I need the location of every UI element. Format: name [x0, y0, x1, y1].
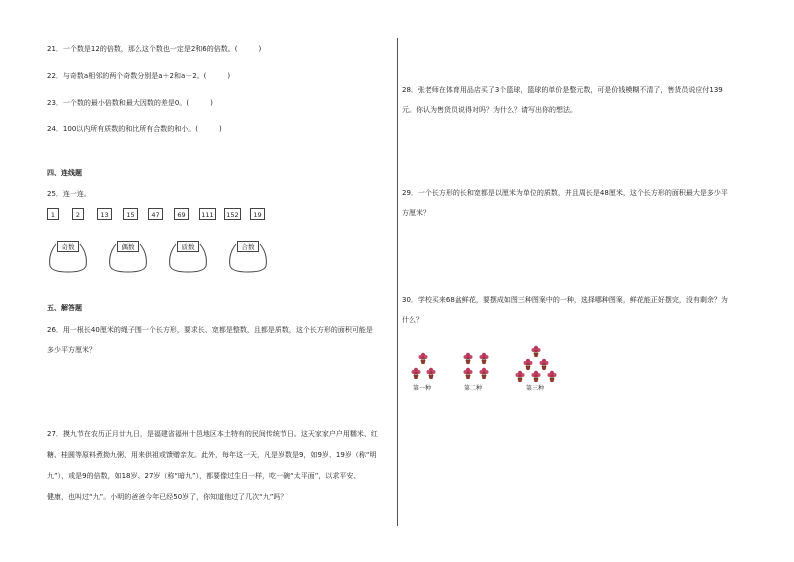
question-21: 21．一个数是12的倍数，那么这个数也一定是2和6的倍数。( )	[47, 45, 262, 53]
flower-pot-icon	[531, 370, 541, 382]
question-25: 25．连一连。	[47, 190, 91, 198]
question-30-line-1: 30．学校买来68盆鲜花，要摆成如图三种图案中的一种，选择哪种图案，鲜花能正好摆完，没有剩余？为	[402, 296, 728, 304]
flower-pot-icon	[523, 358, 533, 370]
flower-pot-icon	[539, 358, 549, 370]
bag-label-prime: 质数	[177, 241, 199, 252]
question-27-line-1: 27．摸九节在农历正月廿九日，是福建省福州十邑地区本土特有的民间传统节日。这天家家户户用糯米、红	[47, 430, 378, 438]
question-22: 22．与奇数a相邻的两个奇数分别是a＋2和a－2。( )	[47, 72, 231, 80]
pattern-3-label: 第三种	[526, 385, 545, 392]
number-box: 152	[224, 208, 241, 220]
flower-pot-icon	[531, 345, 541, 357]
number-box: 2	[72, 208, 84, 220]
question-26-line-2: 多少平方厘米？	[47, 346, 96, 354]
question-28-line-1: 28．张老师在体育用品店买了3个篮球，篮球的单价是整元数，可是价钱模糊不清了，售货员说应付139	[402, 86, 723, 94]
number-box: 47	[148, 208, 163, 220]
number-box: 19	[250, 208, 265, 220]
number-box: 69	[174, 208, 189, 220]
flower-pot-icon	[515, 370, 525, 382]
section-5-heading: 五、解答题	[47, 304, 82, 312]
flower-pot-icon	[479, 367, 489, 379]
flower-pot-icon	[463, 352, 473, 364]
bag-label-composite: 合数	[237, 241, 259, 252]
number-box: 111	[199, 208, 216, 220]
bag-label-odd: 奇数	[57, 241, 79, 252]
column-divider	[397, 38, 398, 526]
question-30-line-2: 什么？	[402, 316, 423, 324]
flower-pot-icon	[463, 367, 473, 379]
pattern-2-label: 第二种	[464, 385, 483, 392]
number-box: 1	[47, 208, 59, 220]
section-4-heading: 四、连线题	[47, 169, 82, 177]
question-24: 24．100以内所有质数的和比所有合数的和小。( )	[47, 125, 222, 133]
question-28-line-2: 元。你认为售货员说得对吗？为什么？请写出你的想法。	[402, 106, 577, 114]
number-box: 13	[97, 208, 112, 220]
question-27-line-3: 九”），或是9的倍数，如18岁、27岁（称“暗九”），都要像过生日一样，吃一碗“太平面”，以求平安、	[47, 472, 361, 480]
question-26-line-1: 26．用一根长40厘米的绳子围一个长方形，要求长、宽都是整数，且都是质数，这个长方形的面积可能是	[47, 326, 373, 334]
flower-pot-icon	[411, 367, 421, 379]
question-29-line-2: 方厘米？	[402, 209, 430, 217]
flower-pot-icon	[479, 352, 489, 364]
pattern-1-label: 第一种	[413, 385, 432, 392]
question-27-line-4: 健康，也叫过“九”。小明的爸爸今年已经50岁了，你知道他过了几次“九”吗？	[47, 493, 288, 501]
flower-pot-icon	[426, 367, 436, 379]
question-23: 23．一个数的最小倍数和最大因数的差是0。( )	[47, 99, 213, 107]
question-27-line-2: 糖、桂圆等原料煮拗九粥，用来供祖或馈赠亲友。此外，每年这一天，凡是岁数是9，如9岁、19岁（称“明	[47, 451, 377, 459]
bag-label-even: 偶数	[117, 241, 139, 252]
question-29-line-1: 29．一个长方形的长和宽都是以厘米为单位的质数，并且周长是48厘米，这个长方形的面积最大是多少平	[402, 189, 728, 197]
flower-pot-icon	[547, 370, 557, 382]
number-box: 15	[123, 208, 138, 220]
flower-pot-icon	[418, 352, 428, 364]
